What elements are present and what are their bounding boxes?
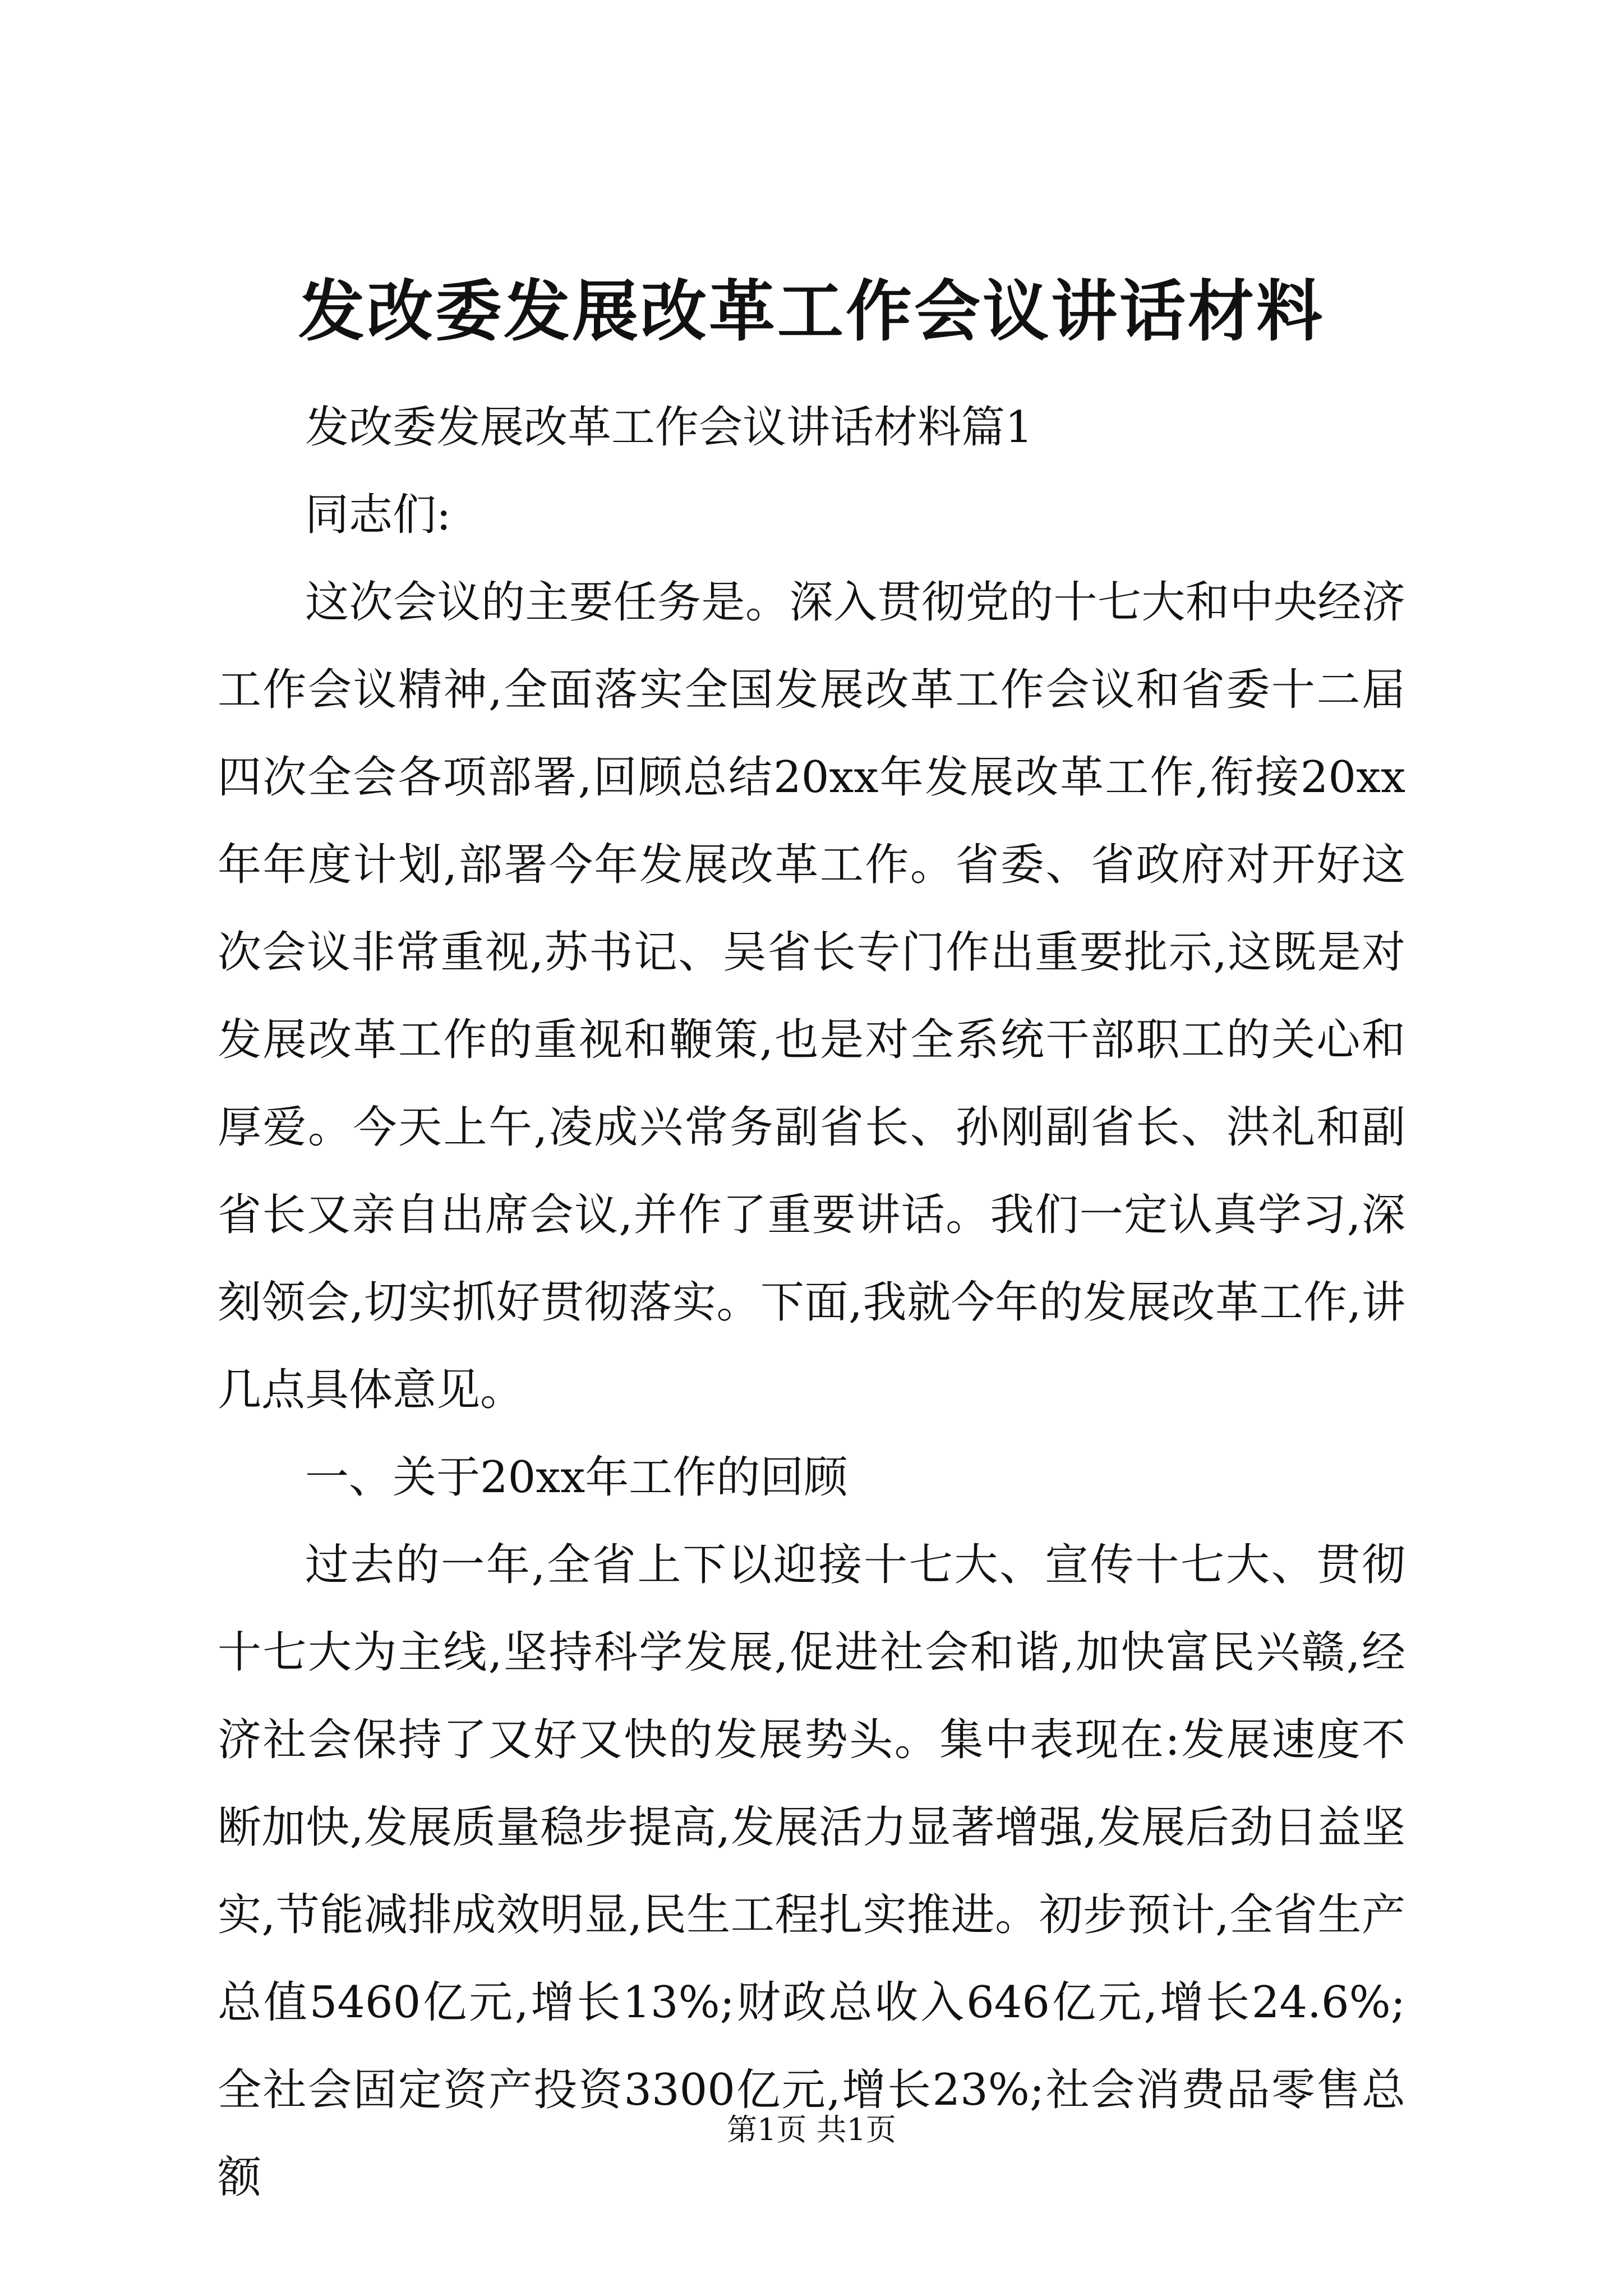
section-heading: 一、关于20xx年工作的回顾 (305, 1452, 848, 1503)
paragraph: 过去的一年,全省上下以迎接十七大、宣传十七大、贯彻十七大为主线,坚持科学发展,促进社会和谐,加快富民兴赣,经济社会保持了又好又快的发展势头。集中表现在:发展速度不断加快,发展质量稳步提高,发展活力显著增强,发展后劲日益坚实,节能减排成效明显,民生工程扎实推进。初步预计,全省生产总值5460亿元,增长13%;财政总收入646亿元,增长24.6%;全社会固定资产投资3300亿元,增长23%;社会消费品零售总额 (218, 1540, 1405, 2203)
greeting: 同志们: (305, 490, 451, 540)
paragraph: 这次会议的主要任务是。深入贯彻党的十七大和中央经济工作会议精神,全面落实全国发展改革工作会议和省委十二届四次全会各项部署,回顾总结20xx年发展改革工作,衔接20xx年年度计划,部署今年发展改革工作。省委、省政府对开好这次会议非常重视,苏书记、吴省长专门作出重要批示,这既是对发展改革工作的重视和鞭策,也是对全系统干部职工的关心和厚爱。今天上午,凌成兴常务副省长、孙刚副省长、洪礼和副省长又亲自出席会议,并作了重要讲话。我们一定认真学习,深刻领会,切实抓好贯彻落实。下面,我就今年的发展改革工作,讲几点具体意见。 (218, 577, 1405, 1415)
document-body (218, 384, 1405, 2221)
document-title: 发改委发展改革工作会议讲话材料 (298, 272, 1325, 350)
subtitle: 发改委发展改革工作会议讲话材料篇1 (305, 402, 1033, 453)
page-footer: 第1页 共1页 (727, 2112, 896, 2147)
